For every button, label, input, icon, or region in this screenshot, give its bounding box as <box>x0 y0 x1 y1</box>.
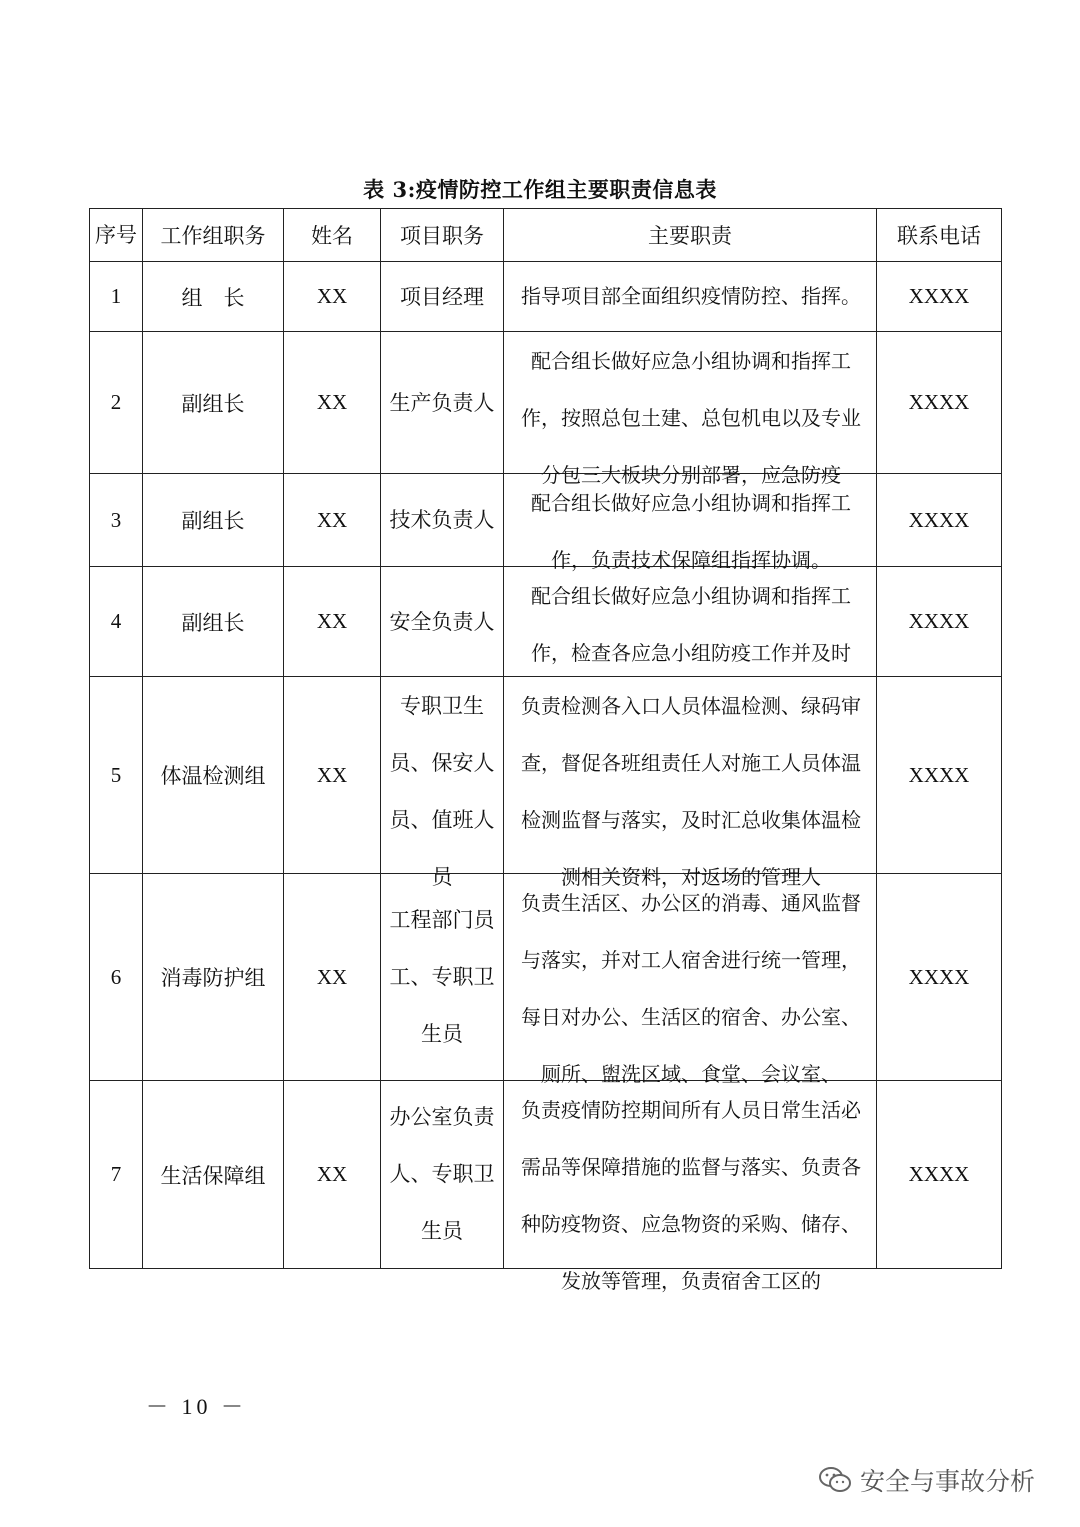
duty-text: 配合组长做好应急小组协调和指挥工作，检查各应急小组防疫工作并及时 <box>531 583 851 665</box>
row-group: 副组长 <box>143 332 284 474</box>
watermark <box>818 1462 1035 1498</box>
duty-text: 负责疫情防控期间所有人员日常生活必需品等保障措施的监督与落实、负责各种防疫物资、应急物资的采购、储存、发放等管理，负责宿舍工区的 <box>521 1097 861 1293</box>
row-no: 4 <box>90 567 143 677</box>
header-no: 序号 <box>90 209 143 262</box>
position-text: 工程部门员工、专职卫生员 <box>389 907 495 1046</box>
row-no: 6 <box>90 874 143 1081</box>
row-group: 组 长 <box>143 262 284 332</box>
watermark-text: 安全与事故分析 <box>860 1467 1036 1496</box>
duty-text: 配合组长做好应急小组协调和指挥工作，负责技术保障组指挥协调。 <box>531 490 851 572</box>
row-no: 1 <box>90 262 143 332</box>
row-tel: XXXX <box>877 474 1002 567</box>
table-row <box>90 474 1002 567</box>
table-row <box>90 567 1002 677</box>
row-name: XX <box>284 874 381 1081</box>
row-duty <box>504 567 877 677</box>
row-tel: XXXX <box>877 677 1002 874</box>
row-no: 3 <box>90 474 143 567</box>
row-position <box>381 332 504 474</box>
row-group: 消毒防护组 <box>143 874 284 1081</box>
position-text: 专职卫生员、保安人员、值班人员 <box>389 693 495 889</box>
duty-text: 配合组长做好应急小组协调和指挥工作，按照总包土建、总包机电以及专业分包三大板块分别部署，应急防疫 <box>521 348 861 487</box>
header-group: 工作组职务 <box>143 209 284 262</box>
table-row <box>90 1081 1002 1269</box>
row-group: 副组长 <box>143 567 284 677</box>
row-no: 2 <box>90 332 143 474</box>
row-position <box>381 262 504 332</box>
header-duty: 主要职责 <box>504 209 877 262</box>
row-no: 7 <box>90 1081 143 1269</box>
header-position: 项目职务 <box>381 209 504 262</box>
row-group: 副组长 <box>143 474 284 567</box>
header-tel: 联系电话 <box>877 209 1002 262</box>
row-name: XX <box>284 262 381 332</box>
row-group: 体温检测组 <box>143 677 284 874</box>
row-no: 5 <box>90 677 143 874</box>
row-position <box>381 677 504 889</box>
row-position <box>381 567 504 677</box>
row-tel: XXXX <box>877 1081 1002 1269</box>
position-text: 项目经理 <box>400 284 484 309</box>
duty-text: 负责检测各入口人员体温检测、绿码审查，督促各班组责任人对施工人员体温检测监督与落实，及时汇总收集体温检测相关资料，对返场的管理人 <box>521 693 861 889</box>
row-duty <box>504 474 877 572</box>
row-tel: XXXX <box>877 567 1002 677</box>
position-text: 办公室负责人、专职卫生员 <box>389 1105 495 1243</box>
row-tel: XXXX <box>877 262 1002 332</box>
row-name: XX <box>284 677 381 874</box>
row-duty <box>504 262 877 332</box>
position-text: 安全负责人 <box>389 609 495 634</box>
row-tel: XXXX <box>877 332 1002 474</box>
row-position <box>381 1081 504 1269</box>
header-name: 姓名 <box>284 209 381 262</box>
wechat-icon <box>818 1466 852 1494</box>
row-duty <box>504 332 877 487</box>
row-position <box>381 874 504 1081</box>
table-row <box>90 262 1002 332</box>
row-position <box>381 474 504 567</box>
duty-text: 负责生活区、办公区的消毒、通风监督与落实，并对工人宿舍进行统一管理，每日对办公、生活区的宿舍、办公室、厕所、盥洗区域、食堂、会议室、 <box>521 890 861 1086</box>
duty-table <box>89 208 1002 1293</box>
table-header-row <box>90 209 1002 262</box>
table-row <box>90 332 1002 474</box>
row-name: XX <box>284 567 381 677</box>
table-row <box>90 874 1002 1081</box>
row-name: XX <box>284 332 381 474</box>
table-row <box>90 677 1002 874</box>
position-text: 技术负责人 <box>389 508 495 532</box>
table-title: 表 3:疫情防控工作组主要职责信息表 <box>363 177 717 202</box>
position-text: 生产负责人 <box>389 390 495 415</box>
row-group: 生活保障组 <box>143 1081 284 1269</box>
row-name: XX <box>284 1081 381 1269</box>
row-duty <box>504 677 877 889</box>
row-duty <box>504 1081 877 1293</box>
row-tel: XXXX <box>877 874 1002 1081</box>
page-number: － 10 － <box>146 1394 248 1419</box>
duty-text: 指导项目部全面组织疫情防控、指挥。 <box>521 283 861 308</box>
row-duty <box>504 874 877 1086</box>
row-name: XX <box>284 474 381 567</box>
